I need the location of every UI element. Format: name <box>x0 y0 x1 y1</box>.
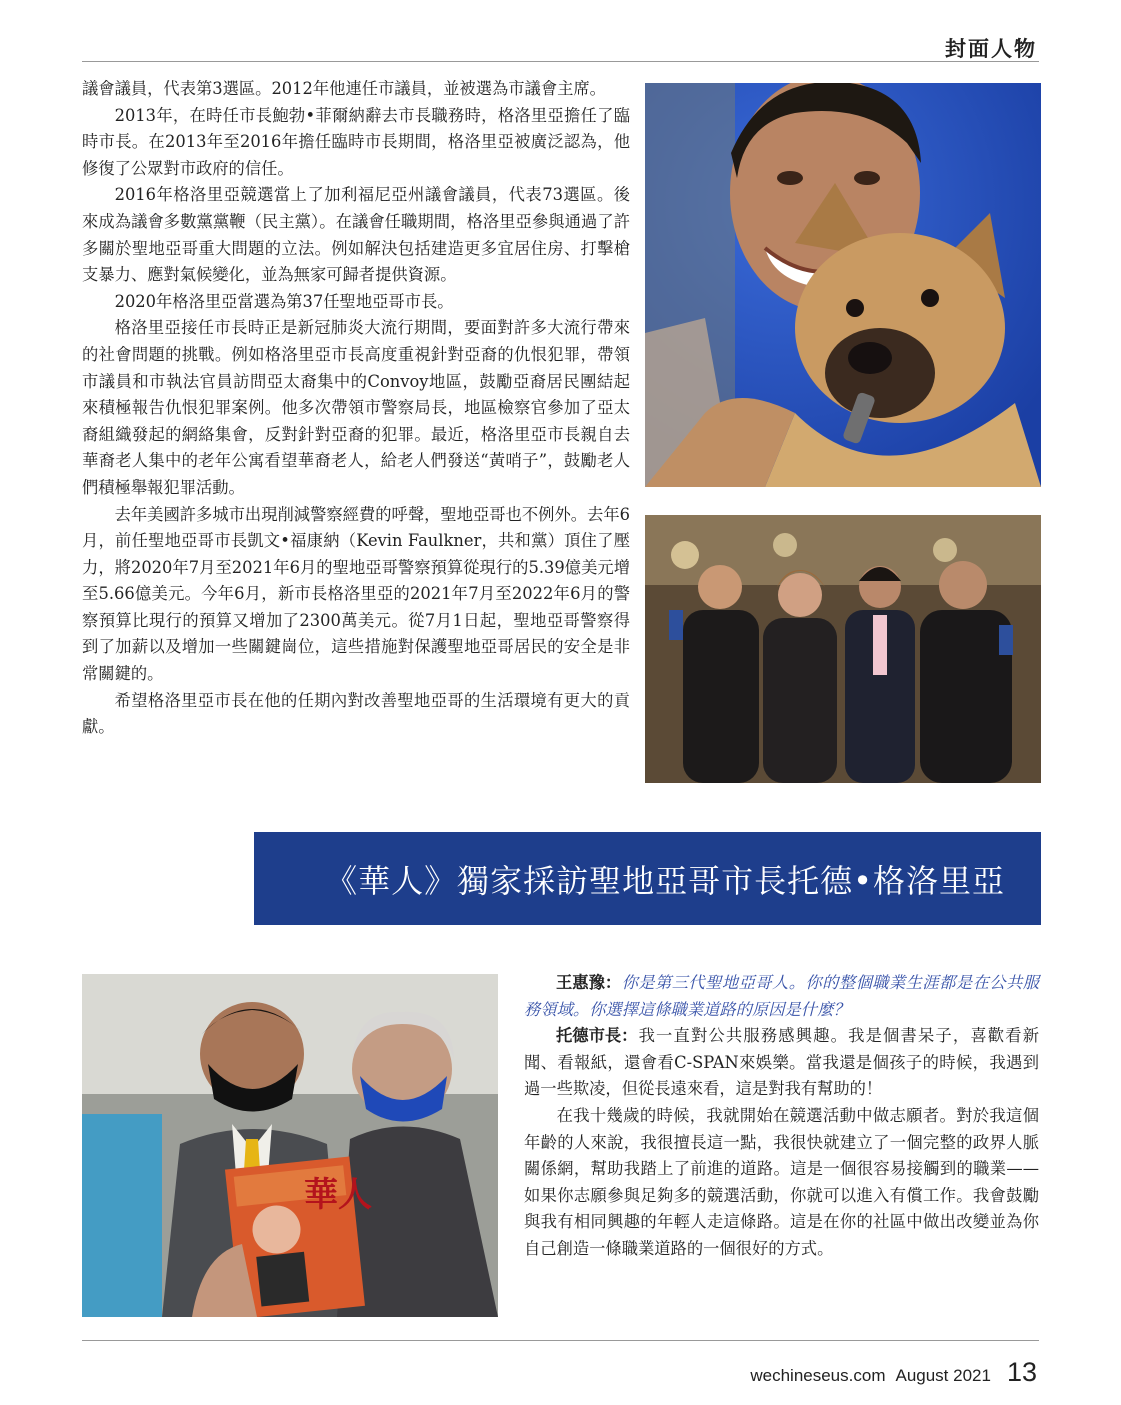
photo-mayor-with-dog <box>645 83 1041 487</box>
interview-column <box>524 970 1039 1263</box>
article-paragraph: 2016年格洛里亞競選當上了加利福尼亞州議會議員，代表73選區。後來成為議會多數黨黨鞭（民主黨）。在議會任職期間，格洛里亞參與通過了許多關於聖地亞哥重大問題的立法。例如解決包括建造更多宜居住房、打擊槍支暴力、應對氣候變化，並為無家可歸者提供資源。 <box>82 185 630 285</box>
article-paragraph: 希望格洛里亞市長在他的任期內對改善聖地亞哥的生活環境有更大的貢獻。 <box>82 690 630 737</box>
article-paragraph: 2013年，在時任市長鮑勃•菲爾納辭去市長職務時，格洛里亞擔任了臨時市長。在2013年至2016年擔任臨時市長期間，格洛里亞被廣泛認為，他修復了公眾對市政府的信任。 <box>82 105 630 178</box>
mayor-dog-illustration <box>645 83 1041 487</box>
page-number: 13 <box>1006 1357 1037 1387</box>
article-paragraph: 去年美國許多城市出現削減警察經費的呼聲，聖地亞哥也不例外。去年6月，前任聖地亞哥市長凱文•福康納（Kevin Faulkner，共和黨）頂住了壓力，將2020年7月至2021年6月的聖地亞哥警察預算從現行的5.39億美元增至5.66億美元。今年6月，新市長格洛里亞的2021年7月至2022年6月的警察預算比現行的預算又增加了2300萬美元。從7月1日起，聖地亞哥警察得到了加薪以及增加一些關鍵崗位，這些措施對保護聖地亞哥居民的安全是非常關鍵的。 <box>82 504 630 684</box>
bottom-divider <box>82 1340 1039 1341</box>
photo-mayor-with-magazine <box>82 974 498 1317</box>
interview-question <box>524 970 1039 1023</box>
group-police-illustration <box>645 515 1041 783</box>
article-paragraph: 格洛里亞接任市長時正是新冠肺炎大流行期間，要面對許多大流行帶來的社會問題的挑戰。例如格洛里亞市長高度重視針對亞裔的仇恨犯罪，帶領市議員和市執法官員訪問亞太裔集中的Convoy地區，鼓勵亞裔居民團結起來積極報告仇恨犯罪案例。他多次帶領市警察局長，地區檢察官參加了亞太裔組織發起的網絡集會，反對針對亞裔的犯罪。最近，格洛里亞市長親自去華裔老人集中的老年公寓看望華裔老人，給老人們發送“黃哨子”，鼓勵老人們積極舉報犯罪活動。 <box>82 318 630 497</box>
interview-title: 《華人》獨家採訪聖地亞哥市長托德•格洛里亞 <box>325 861 1005 900</box>
page-footer <box>750 1357 1037 1388</box>
article-paragraph: 2020年格洛里亞當選為第37任聖地亞哥市長。 <box>114 291 454 311</box>
interview-answer <box>524 1023 1039 1103</box>
magazine-masthead: 華人 <box>304 1175 372 1215</box>
article-left-column <box>82 76 630 741</box>
article-paragraph: 議會議員，代表第3選區。2012年他連任市議員，並被選為市議會主席。 <box>82 79 606 98</box>
footer-date: August 2021 <box>895 1366 991 1385</box>
photo-mayor-with-police <box>645 515 1041 783</box>
section-label: 封面人物 <box>945 36 1037 61</box>
answer-text: 我一直對公共服務感興趣。我是個書呆子，喜歡看新聞、看報紙，還會看C-SPAN來娛樂。當我還是個孩子的時候，我遇到過一些欺凌，但從長遠來看，這是對我有幫助的！ <box>524 1026 1039 1099</box>
question-text: 你是第三代聖地亞哥人。你的整個職業生涯都是在公共服務領域。你選擇這條職業道路的原因是什麼？ <box>524 973 1039 1019</box>
mayor-magazine-illustration <box>82 974 498 1317</box>
interviewer-name: 王惠豫： <box>556 973 622 992</box>
interview-title-banner <box>254 832 1041 925</box>
top-divider <box>82 61 1039 62</box>
answer-paragraph: 在我十幾歲的時候，我就開始在競選活動中做志願者。對於我這個年齡的人來說，我很擅長這一點，我很快就建立了一個完整的政界人脈關係網，幫助我踏上了前進的道路。這是一個很容易接觸到的職業——如果你志願參與足夠多的競選活動，你就可以進入有償工作。我會鼓勵與我有相同興趣的年輕人走這條路。這是在你的社區中做出改變並為你自己創造一條職業道路的一個很好的方式。 <box>524 1105 1039 1258</box>
footer-site: wechineseus.com <box>750 1366 886 1385</box>
interviewee-name: 托德市長： <box>556 1026 638 1046</box>
